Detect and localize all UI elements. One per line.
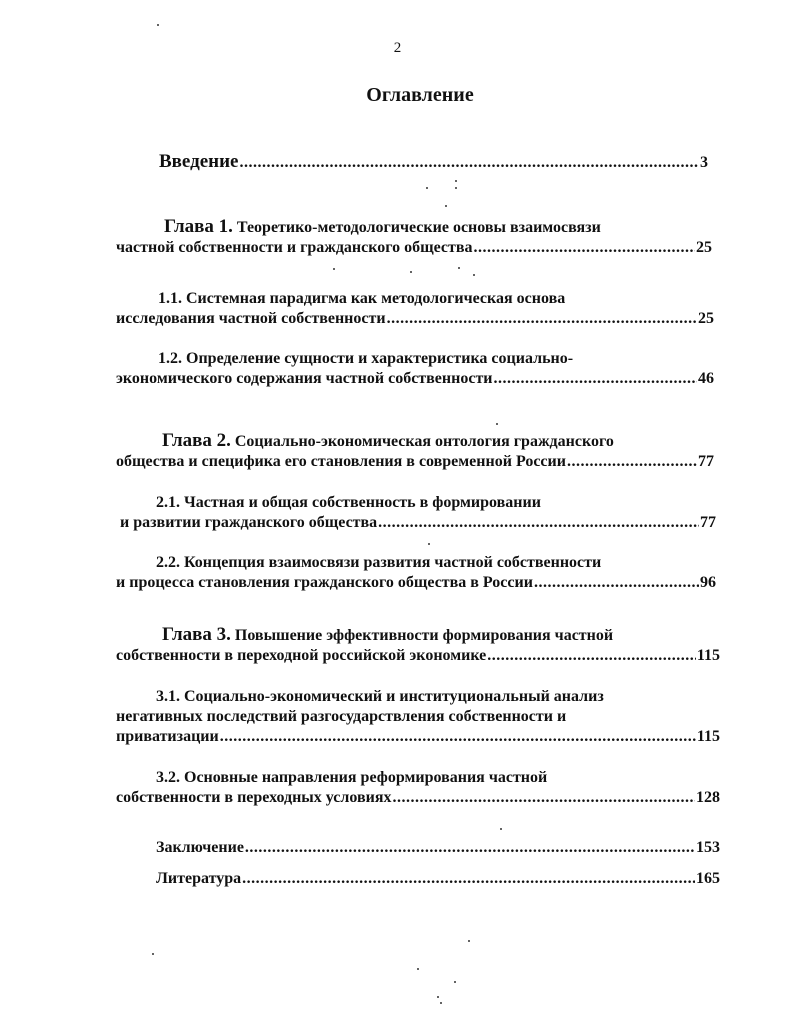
toc-entry-section-2-2 (116, 553, 716, 593)
toc-row (116, 646, 720, 666)
entry-page: 165 (696, 870, 720, 887)
scan-speck (152, 953, 154, 955)
entry-page: 115 (696, 728, 720, 745)
entry-label: Заключение (156, 839, 244, 856)
scan-speck (455, 180, 457, 182)
entry-page: 96 (700, 574, 716, 591)
scan-speck (454, 981, 456, 983)
section-title-line2: экономического содержания частной собственности (116, 370, 493, 387)
dot-leader (387, 309, 697, 329)
dot-leader (378, 513, 699, 533)
entry-page: 128 (696, 789, 720, 806)
dot-leader (474, 238, 695, 258)
toc-entry-chapter-1 (116, 217, 712, 258)
toc-entry-chapter-3 (116, 625, 720, 666)
scan-speck (428, 543, 430, 545)
scan-speck (157, 24, 159, 26)
scan-speck (445, 205, 447, 207)
toc-entry-introduction (159, 152, 708, 173)
scan-speck (496, 423, 498, 425)
section-title-line1: 2.2. Концепция взаимосвязи развития частной собственности (156, 554, 602, 571)
toc-entry-literature (156, 869, 720, 889)
entry-page: 25 (698, 310, 714, 327)
dot-leader (220, 727, 696, 747)
scan-speck (455, 187, 457, 189)
section-title-line2: исследования частной собственности (116, 310, 386, 327)
toc-row (116, 573, 716, 593)
section-title-line1: 3.1. Социально-экономический и институциональный анализ (156, 688, 604, 705)
dot-leader (494, 369, 697, 389)
dot-leader (534, 573, 699, 593)
toc-entry-section-1-2 (116, 349, 714, 389)
scan-speck (426, 187, 428, 189)
toc-title: Оглавление (366, 84, 474, 106)
chapter-heading-line (116, 625, 720, 646)
section-title-line1: 1.1. Системная парадигма как методологическая основа (158, 290, 566, 307)
chapter-label: Глава 3. (162, 624, 231, 645)
entry-page: 153 (696, 839, 720, 856)
entry-page: 115 (696, 647, 720, 664)
section-title-line1: 3.2. Основные направления реформирования частной (156, 769, 548, 786)
entry-page: 3 (700, 154, 708, 171)
toc-entry-section-3-1 (116, 687, 720, 747)
toc-entry-conclusion (156, 838, 720, 858)
dot-leader (240, 153, 700, 173)
scan-speck (333, 268, 335, 270)
toc-row (156, 838, 720, 858)
entry-page: 77 (700, 514, 716, 531)
toc-entry-section-3-2 (116, 768, 720, 808)
chapter-title-line2: частной собственности и гражданского общества (116, 239, 473, 256)
chapter-label: Глава 1. (164, 216, 233, 237)
toc-row (120, 513, 716, 533)
chapter-heading-line (116, 431, 714, 452)
scan-speck (473, 274, 475, 276)
chapter-title-line2: общества и специфика его становления в современной России (116, 453, 566, 470)
toc-entry-chapter-2 (116, 431, 714, 472)
entry-page: 25 (696, 239, 712, 256)
dot-leader (245, 838, 695, 858)
section-title-line3: приватизации (116, 728, 219, 745)
scan-speck (437, 996, 439, 998)
toc-row (159, 152, 708, 173)
toc-row (116, 727, 720, 747)
toc-row (116, 369, 714, 389)
dot-leader (393, 788, 696, 808)
toc-row (156, 869, 720, 889)
toc-row (116, 238, 712, 258)
chapter-title-line2: собственности в переходной российской экономике (116, 647, 487, 664)
section-title-line1: 2.1. Частная и общая собственность в формировании (156, 494, 541, 511)
toc-row (116, 788, 720, 808)
section-title-line1: 1.2. Определение сущности и характеристика социально- (158, 350, 574, 367)
scan-speck (458, 267, 460, 269)
scan-speck (417, 968, 419, 970)
dot-leader (487, 646, 696, 666)
entry-label: Литература (156, 870, 242, 887)
chapter-title-line1: Социально-экономическая онтология гражданского (234, 433, 614, 450)
chapter-heading-line (116, 217, 712, 238)
scan-speck (410, 271, 412, 273)
section-title-line2: собственности в переходных условиях (116, 789, 392, 806)
dot-leader (242, 869, 695, 889)
page-number: 2 (393, 40, 402, 56)
entry-page: 77 (698, 453, 714, 470)
toc-row (116, 452, 714, 472)
section-title-line2: негативных последствий разгосударствления собственности и (116, 708, 567, 725)
toc-entry-section-2-1 (120, 493, 716, 533)
toc-entry-section-1-1 (116, 289, 714, 329)
scan-speck (500, 828, 502, 830)
dot-leader (567, 452, 697, 472)
chapter-label: Глава 2. (162, 430, 231, 451)
toc-row (116, 309, 714, 329)
entry-label: Введение (159, 151, 239, 172)
section-title-line2: и процесса становления гражданского общества в России (116, 574, 533, 591)
entry-page: 46 (698, 370, 714, 387)
chapter-title-line1: Теоретико-методологические основы взаимосвязи (236, 219, 601, 236)
scan-speck (440, 1002, 442, 1004)
section-title-line2: и развитии гражданского общества (120, 514, 378, 531)
chapter-title-line1: Повышение эффективности формирования частной (234, 627, 614, 644)
scan-speck (468, 940, 470, 942)
